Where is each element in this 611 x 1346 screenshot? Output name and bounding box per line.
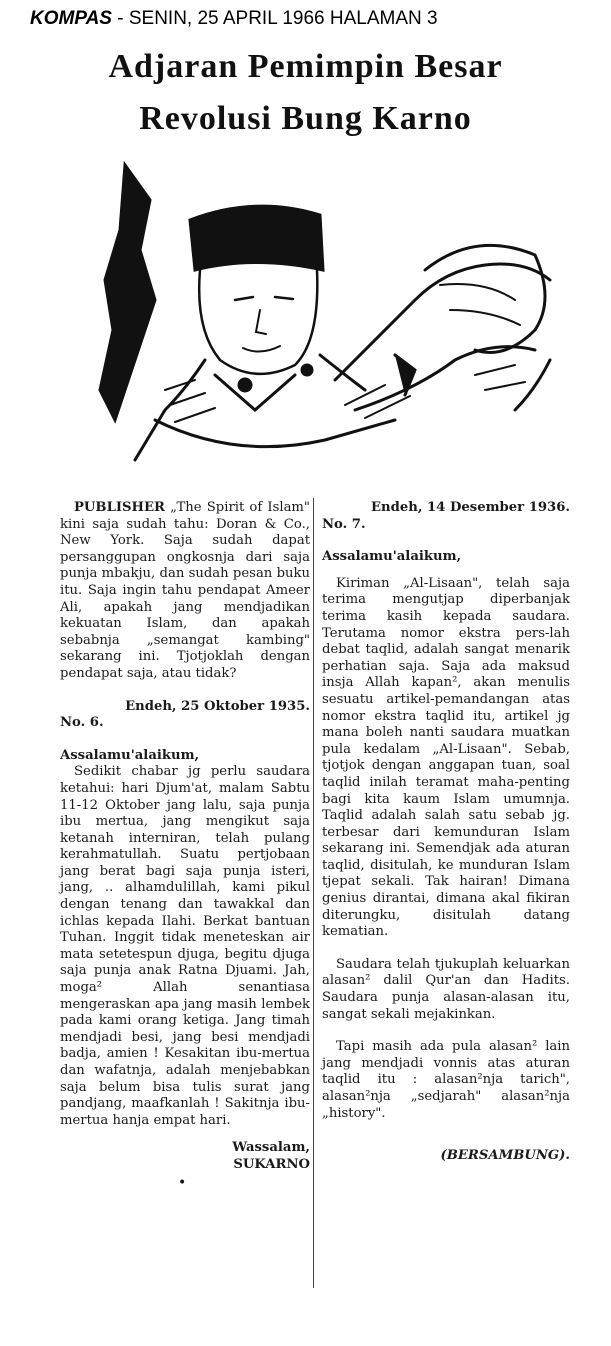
letter-body: Sedikit chabar jg perlu saudara ketahui: hari Djum'at, malam Sabtu 11-12 Oktober jang lalu, saja punja ibu mertua, jang mengikut saja ketanah interniran, telah pulang kerahmatullah. Suatu pertjobaan jang berat bagi saja punja isteri, jang, .. alhamdulillah, kami pikul dengan tenang dan tawakkal dan ichlas kepada Ilahi. Berkat bantuan Tuhan. Inggit tidak meneteskan air mata setetespun djuga, begitu djuga saja punja anak Ratna Djuami. Jah, moga² Allah senantiasa mengeraskan apa jang masih lembek pada kami orang ketiga. Jang timah mendjadi besi, jang besi mendjadi badja, amien ! Kesakitan ibu-mertua dan wafatnja, adalah menjebabkan saja belum bisa tulis surat jang pandjang, maafkanlah ! Sakitnja ibu-mertua hanja empat hari. [60, 764, 310, 1128]
right-column [322, 500, 570, 1165]
signature-sukarno: SUKARNO [233, 1157, 310, 1173]
headline-line-2: Revolusi Bung Karno [139, 100, 472, 137]
paragraph-publisher [60, 500, 310, 683]
left-column [60, 500, 310, 1192]
letter-number: No. 7. [322, 516, 366, 532]
header-date-page: - SENIN, 25 APRIL 1966 HALAMAN 3 [111, 8, 438, 29]
newspaper-brand: KOMPAS [30, 8, 112, 29]
letter-body-2: Saudara telah tjukuplah keluarkan alasan² dalil Qur'an dan Hadits. Saudara punja alasan-alasan itu, sangat sekali mejakinkan. [322, 956, 570, 1022]
newspaper-header [30, 8, 438, 30]
letter-greeting: Assalamu'alaikum, [322, 549, 462, 565]
headline-line-1: Adjaran Pemimpin Besar [108, 48, 503, 85]
bersambung-note: (BERSAMBUNG). [440, 1148, 570, 1164]
portrait-sketch-icon [95, 160, 565, 485]
column-divider [313, 498, 314, 1288]
lead-word: PUBLISHER [74, 500, 165, 515]
bullet-mark: • [178, 1175, 187, 1192]
letter-date: Endeh, 25 Oktober 1935. [125, 698, 310, 714]
letter-greeting: Assalamu'alaikum, [60, 747, 200, 763]
letter-date: Endeh, 14 Desember 1936. [370, 500, 570, 515]
closing-wassalam: Wassalam, [232, 1140, 310, 1156]
letter-body-3: Tapi masih ada pula alasan² lain jang mendjadi vonnis atas aturan taqlid itu : alasan²nja tarich", alasan²nja „sedjarah" alasan²nja „history". [322, 1039, 570, 1121]
letter-number: No. 6. [60, 715, 104, 731]
letter-body: Kiriman „Al-Lisaan", telah saja terima mengutjap diperbanjak terima kasih kepada saudara. Terutama nomor ekstra pers-lah debat taqlid, adalah sangat menarik perhatian saja. Saja ada maksud insja Allah kapan², akan menulis sesuatu artikel-pemandangan atas nomor ekstra taqlid itu, artikel jg mana boleh nanti saudara muatkan pula kedalam „Al-Lisaan". Sebab, tjotjok dengan anggapan tuan, soal taqlid inilah teramat maha-penting bagi kita kaum Islam umumnja. Taqlid adalah salah satu sebab jg. terbesar dari kemunduran Islam sekarang ini. Semendjak ada aturan taqlid, disitulah, ke munduran Islam tjepat sekali. Tak hairan! Dimana genius dirantai, dimana akal fikiran diterungku, disitulah datang kematian. [322, 575, 570, 940]
paragraph-text: „The Spirit of Islam" kini saja sudah tahu: Doran & Co., New York. Saja sudah dapat persanggupan ongkosnja dari saja punja mbakju, dan sudah pesan buku itu. Saja ingin tahu pendapat Ameer Ali, apakah jang mendjadikan kekuatan Islam, dan apakah sebabnja „semangat kambing" sekarang ini. Tjotjoklah dengan pendapat saja, atau tidak? [60, 500, 310, 681]
